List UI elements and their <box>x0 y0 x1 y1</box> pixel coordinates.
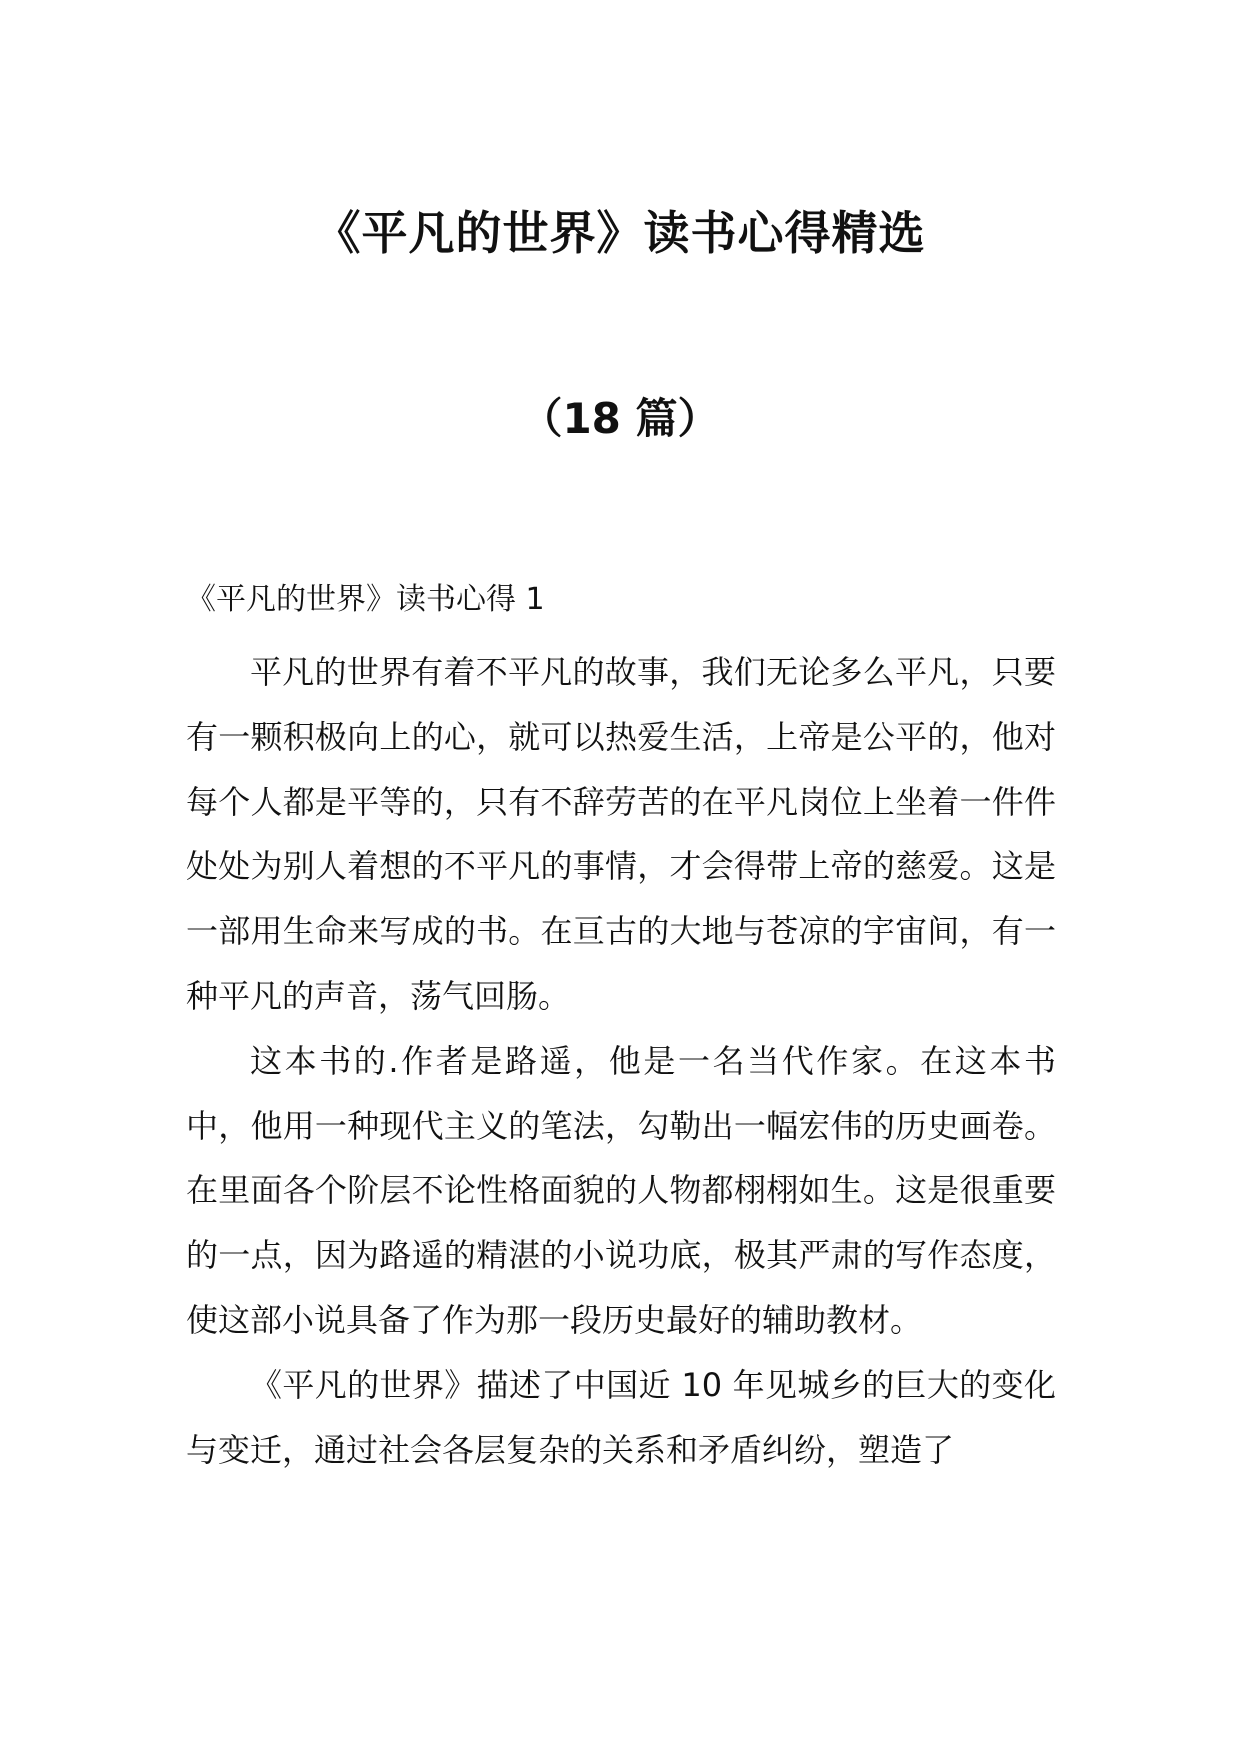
section-heading: 《平凡的世界》读书心得 1 <box>186 582 545 617</box>
paragraph: 《平凡的世界》描述了中国近 10 年见城乡的巨大的变化与变迁，通过社会各层复杂的关系和矛盾纠纷，塑造了 <box>186 1365 1056 1469</box>
document-subtitle: （18 篇） <box>520 394 720 443</box>
paragraph: 平凡的世界有着不平凡的故事，我们无论多么平凡，只要有一颗积极向上的心，就可以热爱生活，上帝是公平的，他对每个人都是平等的，只有不辞劳苦的在平凡岗位上坐着一件件处处为别人着想的不平凡的事情，才会得带上帝的慈爱。这是一部用生命来写成的书。在亘古的大地与苍凉的宇宙间，有一种平凡的声音，荡气回肠。 <box>186 653 1056 1015</box>
body-text <box>186 640 1056 1482</box>
paragraph: 这本书的.作者是路遥，他是一名当代作家。在这本书中，他用一种现代主义的笔法，勾勒出一幅宏伟的历史画卷。在里面各个阶层不论性格面貌的人物都栩栩如生。这是很重要的一点，因为路遥的精湛的小说功底，极其严肃的写作态度，使这部小说具备了作为那一段历史最好的辅助教材。 <box>186 1041 1056 1339</box>
document-title: 《平凡的世界》读书心得精选 <box>314 206 926 260</box>
